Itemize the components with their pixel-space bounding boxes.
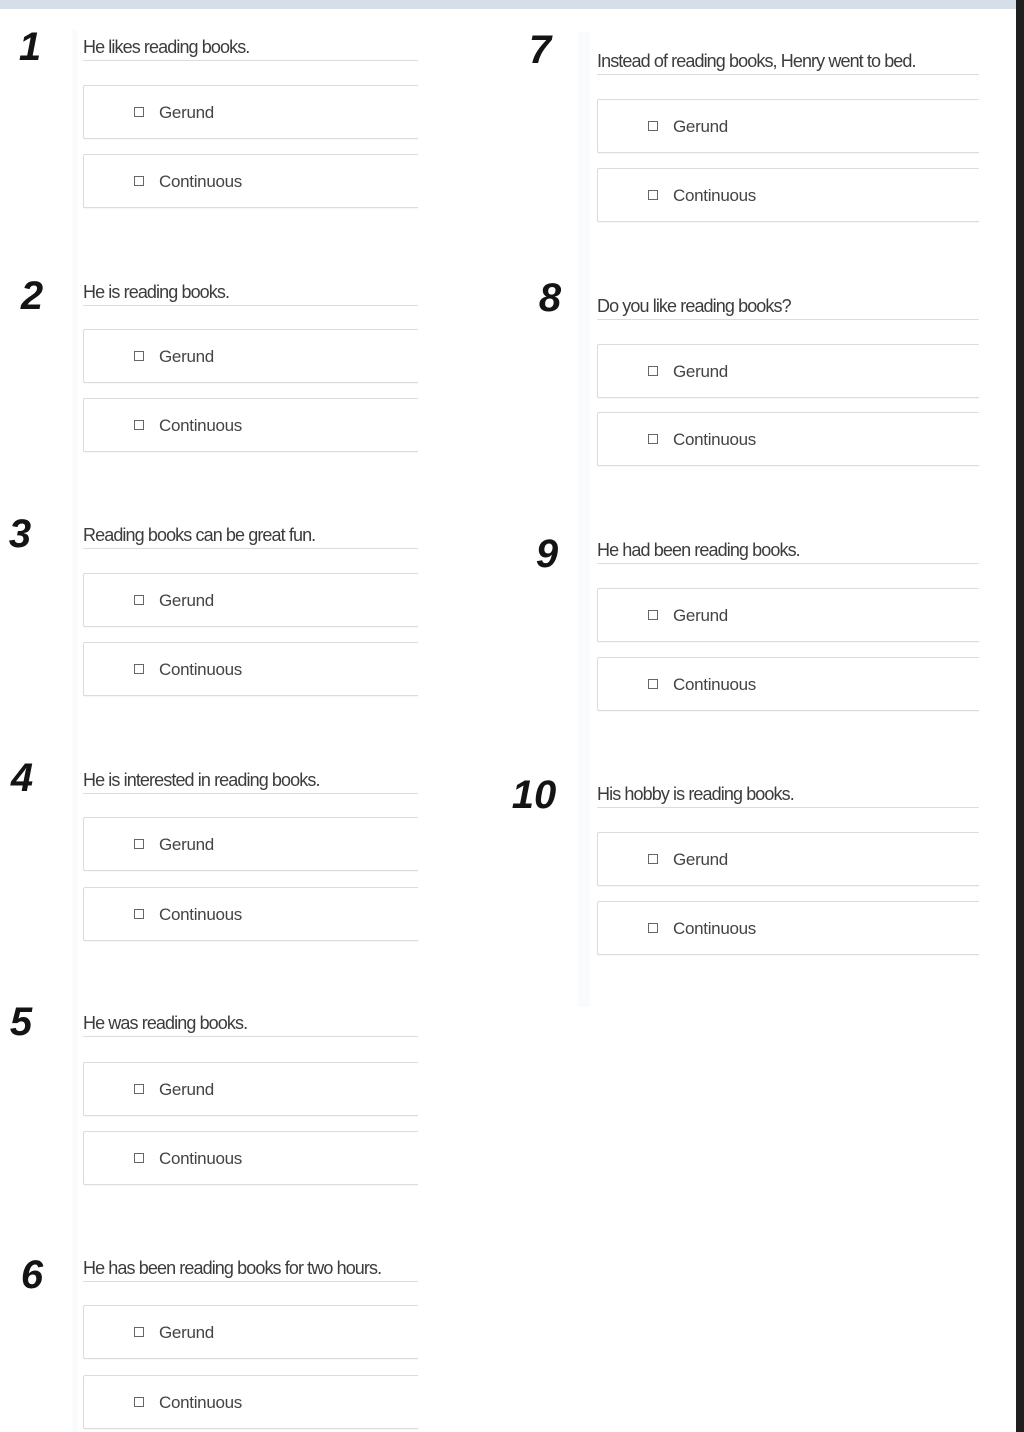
checkbox-icon[interactable] [648, 679, 658, 689]
checkbox-icon[interactable] [648, 854, 658, 864]
checkbox-icon[interactable] [648, 610, 658, 620]
question-sentence: He was reading books. [83, 1010, 418, 1037]
right-column-divider [578, 32, 590, 1007]
gerund-option[interactable] [597, 99, 979, 153]
checkbox-icon[interactable] [134, 107, 144, 117]
option-label: Gerund [159, 103, 214, 122]
checkbox-icon[interactable] [134, 1153, 144, 1163]
option-label: Gerund [159, 1323, 214, 1342]
checkbox-icon[interactable] [648, 366, 658, 376]
question-number: 7 [528, 28, 552, 72]
option-label: Gerund [673, 362, 728, 381]
gerund-option[interactable] [83, 817, 418, 871]
option-label: Gerund [673, 606, 728, 625]
checkbox-icon[interactable] [648, 121, 658, 131]
checkbox-icon[interactable] [134, 351, 144, 361]
question-sentence: He is reading books. [83, 279, 418, 306]
gerund-option[interactable] [597, 344, 979, 398]
question-sentence: Reading books can be great fun. [83, 522, 418, 549]
continuous-option[interactable] [597, 168, 979, 222]
checkbox-icon[interactable] [134, 1327, 144, 1337]
option-label: Continuous [159, 416, 243, 435]
continuous-option[interactable] [83, 154, 418, 208]
checkbox-icon[interactable] [134, 176, 144, 186]
option-label: Gerund [159, 591, 214, 610]
continuous-option[interactable] [83, 1131, 418, 1185]
question-number: 2 [20, 274, 44, 318]
gerund-option[interactable] [83, 329, 418, 383]
option-label: Continuous [159, 1149, 243, 1168]
gerund-option[interactable] [83, 573, 418, 627]
gerund-option[interactable] [83, 85, 418, 139]
question-sentence: He had been reading books. [597, 537, 979, 564]
continuous-option[interactable] [83, 398, 418, 452]
continuous-option[interactable] [597, 657, 979, 711]
question-sentence: He likes reading books. [83, 34, 418, 61]
option-label: Continuous [673, 919, 757, 938]
checkbox-icon[interactable] [134, 1084, 144, 1094]
question-sentence: His hobby is reading books. [597, 781, 979, 808]
question-sentence: Instead of reading books, Henry went to bed. [597, 48, 979, 75]
checkbox-icon[interactable] [134, 664, 144, 674]
question-number: 10 [511, 773, 557, 817]
option-label: Gerund [159, 347, 214, 366]
checkbox-icon[interactable] [134, 420, 144, 430]
checkbox-icon[interactable] [134, 909, 144, 919]
option-label: Gerund [159, 1080, 214, 1099]
question-number: 6 [20, 1253, 44, 1297]
option-label: Continuous [159, 1393, 243, 1412]
question-number: 8 [538, 276, 562, 320]
option-label: Continuous [673, 430, 757, 449]
left-column-divider [72, 30, 78, 1432]
checkbox-icon[interactable] [134, 595, 144, 605]
gerund-option[interactable] [597, 832, 979, 886]
option-label: Gerund [673, 850, 728, 869]
continuous-option[interactable] [83, 642, 418, 696]
question-number: 4 [10, 756, 34, 800]
continuous-option[interactable] [83, 887, 418, 941]
gerund-option[interactable] [83, 1062, 418, 1116]
question-sentence: He has been reading books for two hours. [83, 1255, 418, 1282]
question-number: 1 [18, 25, 42, 69]
question-number: 9 [535, 532, 559, 576]
option-label: Continuous [673, 675, 757, 694]
option-label: Continuous [673, 186, 757, 205]
question-sentence: Do you like reading books? [597, 293, 979, 320]
checkbox-icon[interactable] [648, 434, 658, 444]
top-bar [0, 0, 1024, 9]
window-edge [1016, 0, 1024, 1432]
gerund-option[interactable] [83, 1305, 418, 1359]
option-label: Continuous [159, 172, 243, 191]
question-number: 5 [9, 1000, 33, 1044]
checkbox-icon[interactable] [648, 190, 658, 200]
continuous-option[interactable] [597, 412, 979, 466]
continuous-option[interactable] [597, 901, 979, 955]
option-label: Gerund [159, 835, 214, 854]
option-label: Continuous [159, 660, 243, 679]
gerund-option[interactable] [597, 588, 979, 642]
checkbox-icon[interactable] [134, 1397, 144, 1407]
option-label: Gerund [673, 117, 728, 136]
option-label: Continuous [159, 905, 243, 924]
continuous-option[interactable] [83, 1375, 418, 1429]
question-number: 3 [8, 512, 32, 556]
checkbox-icon[interactable] [134, 839, 144, 849]
checkbox-icon[interactable] [648, 923, 658, 933]
question-sentence: He is interested in reading books. [83, 767, 418, 794]
